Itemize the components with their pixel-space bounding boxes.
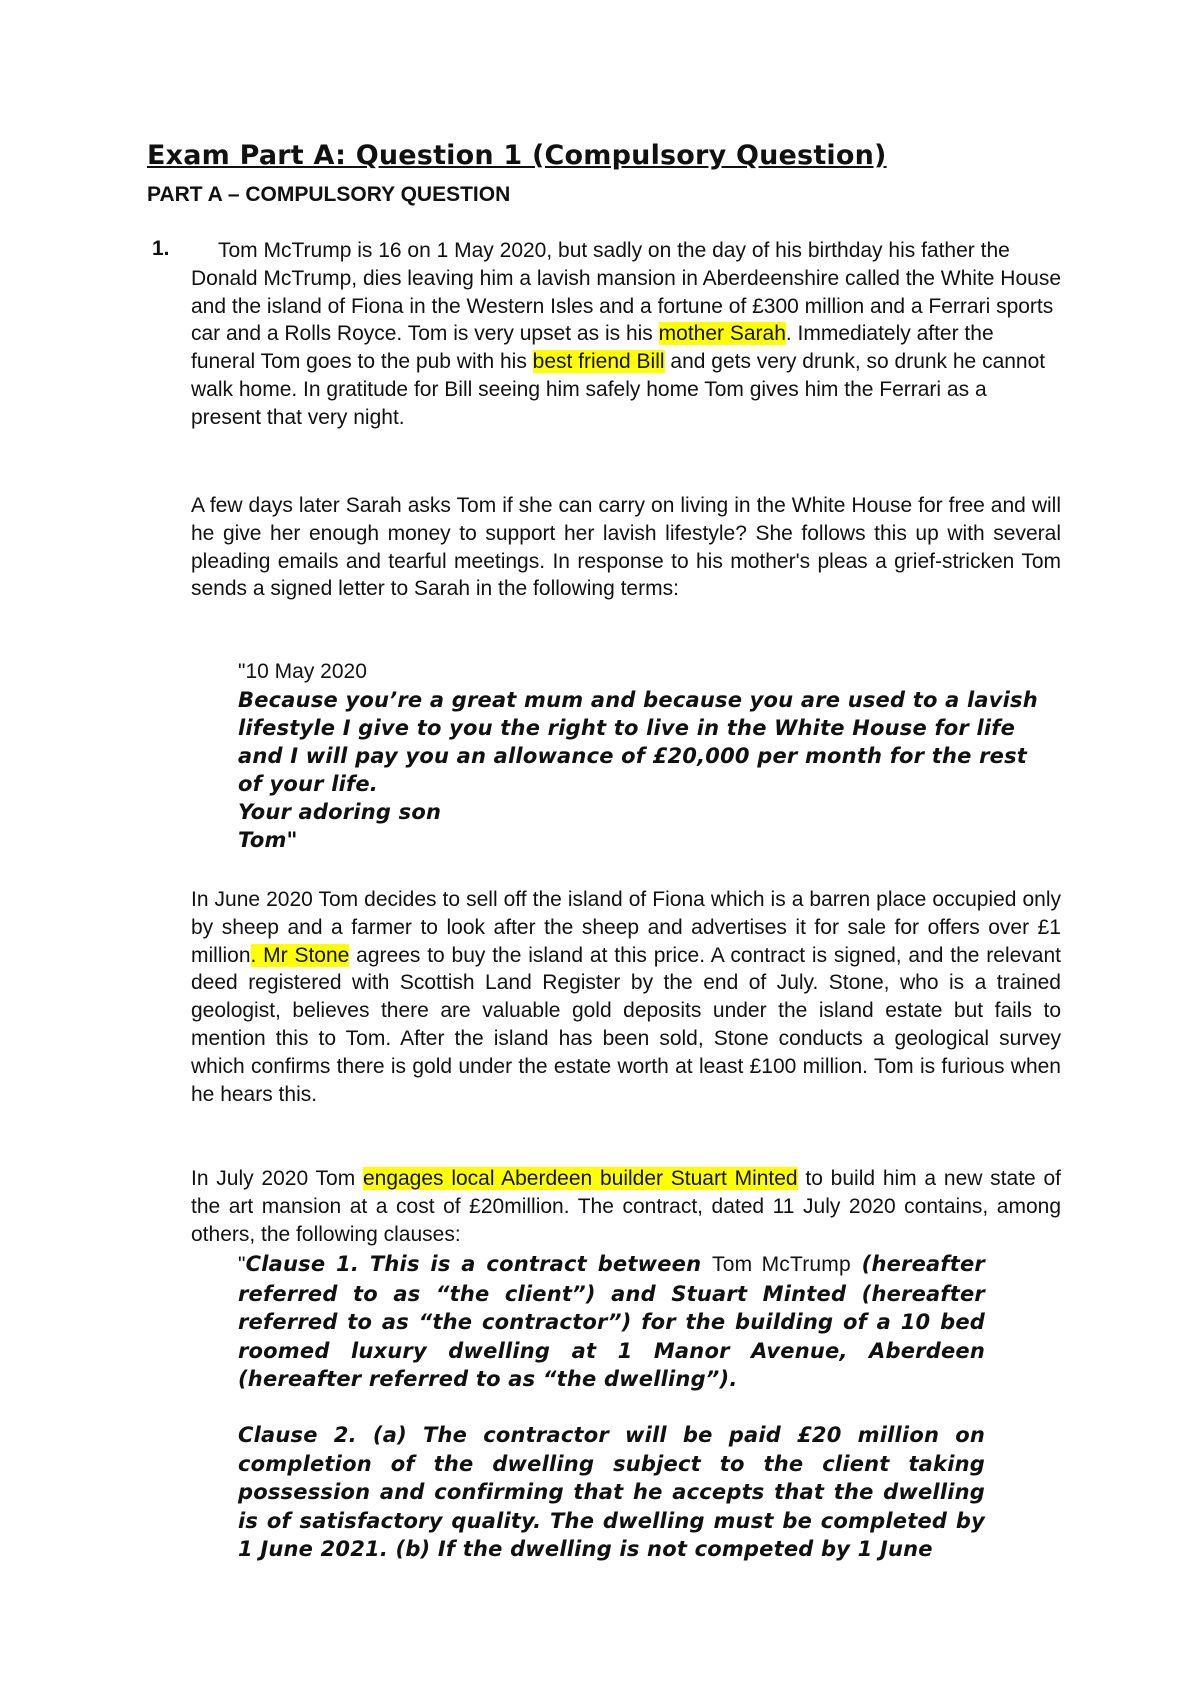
exam-subtitle: PART A – COMPULSORY QUESTION: [147, 183, 511, 206]
p1-text-2: . Immediately after the funeral Tom goes to the pub with his: [191, 322, 994, 374]
highlight-mr-stone: . Mr Stone: [250, 943, 350, 967]
letter-line: and I will pay you an allowance of £20,000 per month for the rest: [238, 744, 1028, 768]
clause-2: Clause 2. (a) The contractor will be paid £20 million on completion of the dwelling subject to the client taking possession and confirming that he accepts that the dwelling is of satisfactory quality. The dwelling must be completed by 1 June 2021. (b) If the dwelling is not competed by 1 June: [238, 1423, 985, 1561]
paragraph-builder-contract: [191, 1165, 1061, 1248]
letter-line: of your life.: [238, 772, 378, 796]
letter-date: "10 May 2020: [238, 660, 367, 683]
letter-line: lifestyle I give to you the right to live in the White House for life: [238, 716, 1016, 740]
paragraph-sarah-request: A few days later Sarah asks Tom if she can carry on living in the White House for free and will he give her enough money to support her lavish lifestyle? She follows this up with several pleading emails and tearful meetings. In response to his mother's pleas a grief-stricken Tom sends a signed letter to Sarah in the following terms:: [191, 494, 1061, 601]
letter-signature: Tom": [238, 828, 298, 852]
question-number: 1.: [152, 237, 170, 260]
p3-text-2: agrees to buy the island at this price. A contract is signed, and the relevant deed registered with Scottish Land Register by the end of July. Stone, who is a trained geologist, believes there are valuable gold deposits under the island estate but fails to mention this to Tom. After the island has been sold, Stone conducts a geological survey which confirms there is gold under the estate worth at least £100 million. Tom is furious when he hears this.: [191, 943, 1062, 1106]
paragraph-inheritance: [191, 237, 1061, 432]
p3-text-1: In June 2020 Tom decides to sell off the island of Fiona which is a barren place occupied only by sheep and a farmer to look after the sheep and advertises it for sale for offers over £1 million: [191, 888, 1061, 967]
letter-quote: [238, 658, 1062, 854]
clause-1-client-name: Tom McTrump: [712, 1253, 851, 1276]
p1-text-1: Tom McTrump is 16 on 1 May 2020, but sadly on the day of his birthday his father the Donald McTrump, dies leaving him a lavish mansion in Aberdeenshire called the White House and the island of Fiona in the Western Isles and a fortune of £300 million and a Ferrari sports car and a Rolls Royce. Tom is very upset as is his: [191, 239, 1061, 346]
highlight-best-friend-bill: best friend Bill: [532, 350, 665, 374]
highlight-builder: engages local Aberdeen builder Stuart Minted: [362, 1167, 798, 1190]
clause-1-text-2: (hereafter referred to as “the client”) and Stuart Minted (hereafter referred to as “the contractor”) for the building of a 10 bed roomed luxury dwelling at 1 Manor Avenue, Aberdeen (hereafter referred to as “the dwelling”).: [238, 1252, 985, 1391]
exam-title: Exam Part A: Question 1 (Compulsory Question): [147, 140, 887, 171]
p4-text-2: to build him a new state of the art mansion at a cost of £20million. The contract, dated 11 July 2020 contains, among others, the following clauses:: [191, 1167, 1061, 1246]
paragraph-island-sale: [191, 886, 1061, 1108]
clause-1: [238, 1250, 985, 1394]
clause-1-text-1: Clause 1. This is a contract between: [245, 1252, 713, 1276]
highlight-mother-sarah: mother Sarah: [658, 322, 786, 346]
p4-text-1: In July 2020 Tom: [191, 1167, 363, 1190]
letter-line: Your adoring son: [238, 800, 442, 824]
clause-1-open-quote: ": [238, 1253, 246, 1276]
letter-line: Because you’re a great mum and because you are used to a lavish: [238, 688, 1038, 712]
p1-text-3: and gets very drunk, so drunk he cannot walk home. In gratitude for Bill seeing him safely home Tom gives him the Ferrari as a present that very night.: [191, 350, 1046, 429]
